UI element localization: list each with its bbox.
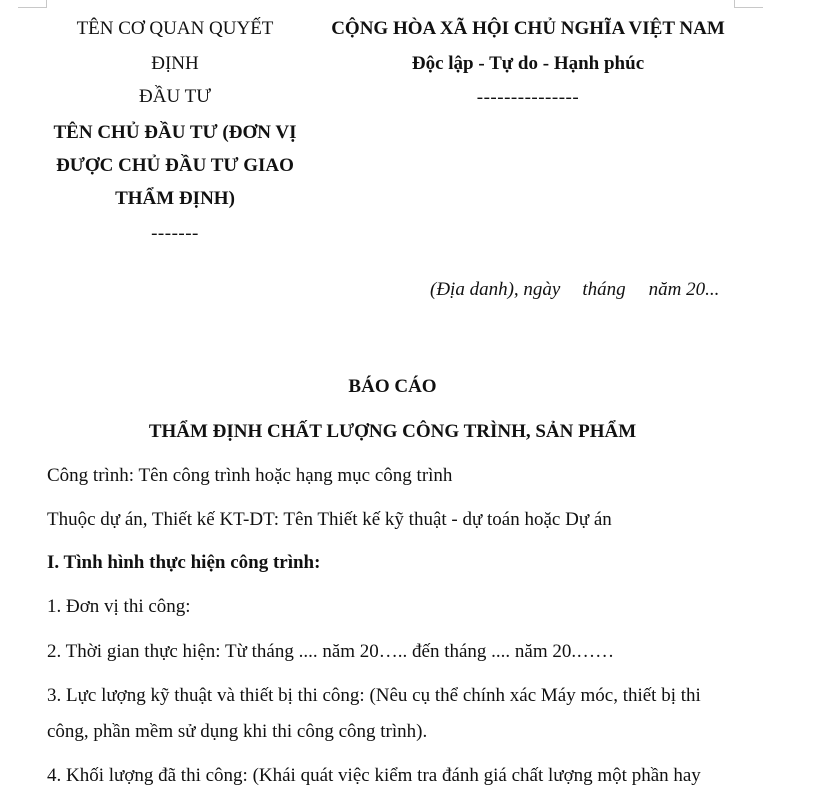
agency-name-line-1: TÊN CƠ QUAN QUYẾT [76,18,274,39]
item-2-duration: 2. Thời gian thực hiện: Từ tháng .... năm 20….. đến tháng .... năm 20.…… [47,641,615,662]
item-3-resources-line-1: 3. Lực lượng kỹ thuật và thiết bị thi công: (Nêu cụ thể chính xác Máy móc, thiết bị thi [47,685,701,706]
national-motto: Độc lập - Tự do - Hạnh phúc [411,53,645,74]
investor-name-line-3: THẨM ĐỊNH) [115,188,235,209]
right-header-separator: --------------- [476,87,580,108]
item-4-volume-line-1: 4. Khối lượng đã thi công: (Khái quát việc kiểm tra đánh giá chất lượng một phần hay [47,765,701,786]
date-line [430,279,733,301]
margin-corner-mark-left [18,0,47,8]
date-month: tháng [582,279,626,300]
report-title: BÁO CÁO [348,376,437,397]
left-header-separator: ------- [151,223,199,244]
section-1-heading: I. Tình hình thực hiện công trình: [47,552,321,573]
item-1-contractor: 1. Đơn vị thi công: [47,596,191,617]
agency-name-line-3: ĐẦU TƯ [139,86,211,107]
investor-name-line-2: ĐƯỢC CHỦ ĐẦU TƯ GIAO [56,155,294,176]
investor-name-line-1: TÊN CHỦ ĐẦU TƯ (ĐƠN VỊ [53,122,297,143]
date-place-day: (Địa danh), ngày [430,279,561,300]
country-name: CỘNG HÒA XÃ HỘI CHỦ NGHĨA VIỆT NAM [331,18,725,39]
agency-name-line-2: ĐỊNH [151,53,199,74]
margin-corner-mark-right [734,0,763,8]
date-year: năm 20... [648,279,720,300]
report-subtitle: THẨM ĐỊNH CHẤT LƯỢNG CÔNG TRÌNH, SẢN PHẨM [148,421,637,442]
project-line: Công trình: Tên công trình hoặc hạng mục công trình [47,465,453,486]
item-3-resources-line-2: công, phần mềm sử dụng khi thi công công trình). [47,721,428,742]
belongs-to-line: Thuộc dự án, Thiết kế KT-DT: Tên Thiết kế kỹ thuật - dự toán hoặc Dự án [47,509,612,530]
